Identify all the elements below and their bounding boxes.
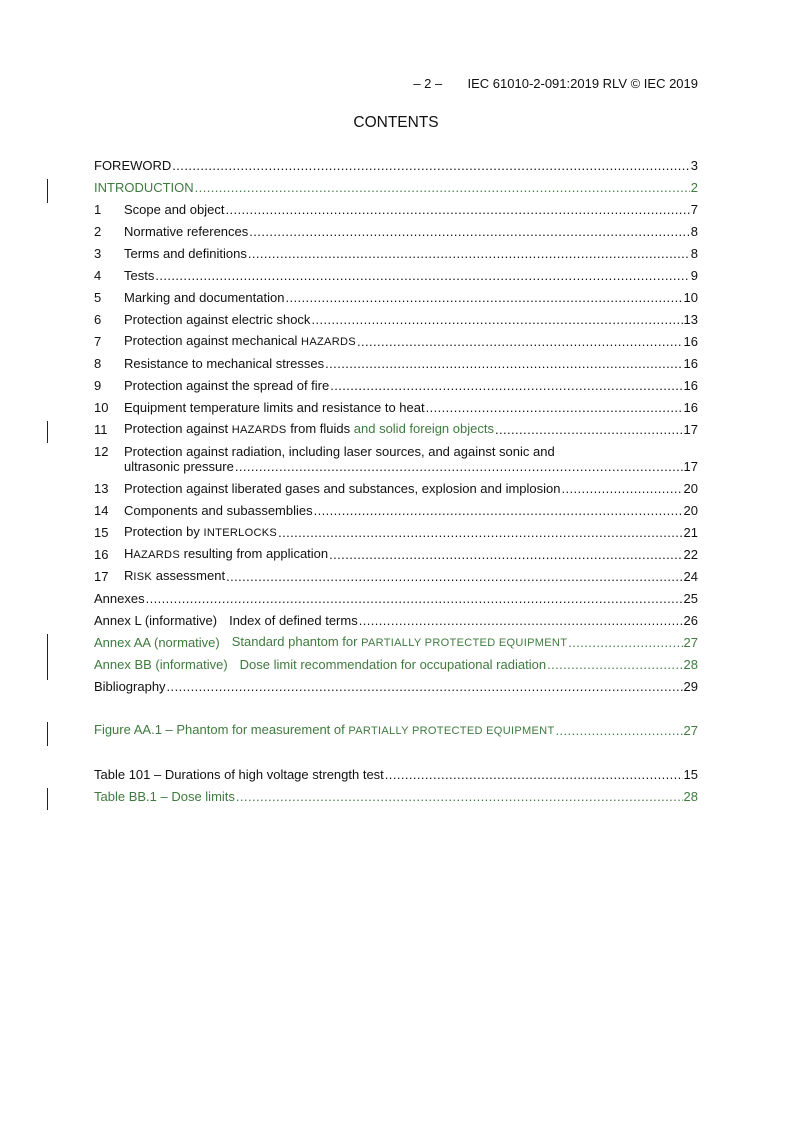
toc-entry-page: 15 [683,767,698,782]
toc-entry-title: Bibliography [94,679,166,694]
dot-leader [167,678,683,696]
added-text: and solid foreign objects [353,421,494,436]
toc-entry-number: 17 [94,569,109,584]
toc-entry-page: 29 [683,679,698,694]
toc-entry-subtitle: Index of defined terms [229,613,358,628]
dot-leader [311,311,682,329]
toc-entry-figure-aa1[interactable] [94,722,698,740]
toc-entry-title: Components and subassemblies [124,503,313,518]
title-text: Protection by [124,524,204,539]
toc-entry-page: 9 [690,268,698,283]
toc-entry-number: 16 [94,547,109,562]
toc-entry-title: Terms and definitions [124,246,247,261]
toc-entry-clause-17[interactable] [94,568,698,586]
toc-entry-page: 7 [690,202,698,217]
toc-entry-number: 13 [94,481,109,496]
toc-entry-clause-11[interactable] [94,421,698,439]
toc-entry-number: 6 [94,312,102,327]
toc-entry-page: 16 [683,378,698,393]
defined-term: ISK [133,571,153,583]
toc-entry-title [124,523,277,542]
toc-entry-title: Annexes [94,591,145,606]
toc-entry-title [124,420,494,439]
toc-entry-number: 8 [94,356,102,371]
toc-entry-page: 20 [683,481,698,496]
toc-entry-title: Protection against radiation, including laser sources, and against sonic and [124,444,555,459]
toc-entry-number: 9 [94,378,102,393]
change-bar [47,179,48,203]
toc-entry-annex-l[interactable] [94,612,698,630]
toc-entry-table-101[interactable] [94,766,698,784]
toc-entry-number: 1 [94,202,102,217]
toc-entry-page: 8 [690,246,698,261]
toc-entry-table-bb1[interactable] [94,788,698,806]
toc-entry-title: Table 101 – Durations of high voltage strength test [94,767,384,782]
defined-term: HAZARDS [231,424,287,436]
toc-entry-number: 15 [94,525,109,540]
toc-entry-title [94,721,555,740]
dot-leader [249,223,689,241]
toc-entry-number: 4 [94,268,102,283]
defined-term: PARTIALLY PROTECTED EQUIPMENT [361,637,568,649]
dot-leader [329,546,682,564]
toc-entry-number: 11 [94,422,108,437]
dot-leader [357,333,683,351]
toc-entry-title-line2: ultrasonic pressure [124,459,234,474]
toc-entry-title: Protection against the spread of fire [124,378,330,393]
dot-leader [225,201,689,219]
toc-entry-title: Equipment temperature limits and resistance to heat [124,400,425,415]
toc-entry-number: 10 [94,400,109,415]
toc-entry-page: 27 [683,635,698,650]
toc-entry-title: Annex L (informative) [94,613,218,628]
title-text: assessment [152,568,226,583]
toc-entry-page: 16 [683,400,698,415]
toc-entry-clause-9[interactable] [94,377,698,395]
toc-entry-page: 25 [683,591,698,606]
title-text: R [124,568,134,583]
toc-entry-page: 28 [683,789,698,804]
toc-entry-clause-5[interactable] [94,289,698,307]
dot-leader [155,267,689,285]
toc-entry-clause-16[interactable] [94,546,698,564]
toc-entry-clause-12[interactable] [94,458,698,476]
toc-entry-page: 2 [690,180,698,195]
dot-leader [172,157,689,175]
toc-entry-page: 8 [690,224,698,239]
toc-entry-page: 24 [683,569,698,584]
dot-leader [314,502,683,520]
title-text: Protection against mechanical [124,333,302,348]
toc-entry-clause-7[interactable] [94,333,698,351]
toc-entry-title: Scope and object [124,202,225,217]
toc-entry-foreword[interactable] [94,157,698,175]
toc-entry-page: 28 [683,657,698,672]
toc-entry-number: 2 [94,224,102,239]
toc-entry-title [124,545,328,564]
dot-leader [248,245,690,263]
toc-entry-subtitle [232,633,568,652]
dot-leader [146,590,683,608]
toc-entry-annex-aa[interactable] [94,634,698,652]
page-header: – 2 – IEC 61010-2-091:2019 RLV © IEC 2019 [413,76,698,91]
toc-entry-number: 7 [94,334,102,349]
toc-entry-number: 14 [94,503,109,518]
dot-leader [495,421,683,439]
dot-leader [556,722,683,740]
toc-entry-clause-2[interactable] [94,223,698,241]
toc-entry-page: 10 [683,290,698,305]
title-text: H [124,546,134,561]
toc-entry-title: Protection against electric shock [124,312,311,327]
dot-leader [226,568,682,586]
toc-entry-page: 27 [683,723,698,738]
toc-entry-page: 22 [683,547,698,562]
defined-term: INTERLOCKS [203,527,278,539]
toc-entry-title: INTRODUCTION [94,180,194,195]
toc-entry-title: Resistance to mechanical stresses [124,356,325,371]
dot-leader [236,788,683,806]
toc-entry-clause-13[interactable] [94,480,698,498]
dot-leader [385,766,683,784]
dot-leader [568,634,682,652]
toc-entry-title: Protection against liberated gases and substances, explosion and implosion [124,481,561,496]
change-bar [47,722,48,746]
title-text: Standard phantom for [231,634,362,649]
toc-entry-page: 16 [683,356,698,371]
dot-leader [426,399,683,417]
toc-entry-page: 21 [683,525,698,540]
toc-entry-introduction[interactable] [94,179,698,197]
toc-entry-page: 16 [683,334,698,349]
dot-leader [325,355,682,373]
toc-entry-number: 3 [94,246,102,261]
defined-term: AZARDS [133,549,180,561]
toc-entry-page: 17 [683,422,698,437]
toc-entry-title: FOREWORD [94,158,172,173]
toc-entry-subtitle: Dose limit recommendation for occupational radiation [239,657,547,672]
title-text: from fluids [286,421,354,436]
page-title: CONTENTS [353,114,439,131]
toc-entry-page: 13 [683,312,698,327]
toc-entry-title: Normative references [124,224,249,239]
toc-entry-clause-1[interactable] [94,201,698,219]
title-text: Protection against [124,421,232,436]
toc-entry-clause-3[interactable] [94,245,698,263]
dot-leader [359,612,683,630]
toc-entry-clause-14[interactable] [94,502,698,520]
toc-entry-annex-bb[interactable] [94,656,698,674]
toc-entry-clause-8[interactable] [94,355,698,373]
toc-entry-page: 17 [683,459,698,474]
change-bar [47,634,48,680]
toc-entry-page: 26 [683,613,698,628]
dot-leader [547,656,682,674]
toc-entry-number: 12 [94,444,109,459]
toc-entry-clause-4[interactable] [94,267,698,285]
defined-term: PARTIALLY PROTECTED EQUIPMENT [348,725,555,737]
toc-entry-clause-10[interactable] [94,399,698,417]
toc-entry-title: Annex AA (normative) [94,635,220,650]
dot-leader [330,377,682,395]
toc-entry-title: Marking and documentation [124,290,285,305]
toc-entry-page: 20 [683,503,698,518]
toc-entry-title [124,567,225,586]
dot-leader [235,458,683,476]
defined-term: HAZARDS [301,336,356,348]
toc-entry-title: Annex BB (informative) [94,657,228,672]
toc-entry-clause-6[interactable] [94,311,698,329]
title-text: Figure AA.1 – Phantom for measurement of [94,722,349,737]
title-text: resulting from application [180,546,329,561]
change-bar [47,788,48,810]
toc-entry-bibliography[interactable] [94,678,698,696]
dot-leader [278,524,682,542]
toc-entry-annexes[interactable] [94,590,698,608]
toc-entry-title [124,332,356,351]
toc-entry-title: Tests [124,268,155,283]
toc-entry-title: Table BB.1 – Dose limits [94,789,235,804]
dot-leader [195,179,690,197]
toc-entry-number: 5 [94,290,102,305]
dot-leader [562,480,683,498]
toc-entry-clause-15[interactable] [94,524,698,542]
dot-leader [285,289,682,307]
change-bar [47,421,48,443]
toc-entry-page: 3 [690,158,698,173]
